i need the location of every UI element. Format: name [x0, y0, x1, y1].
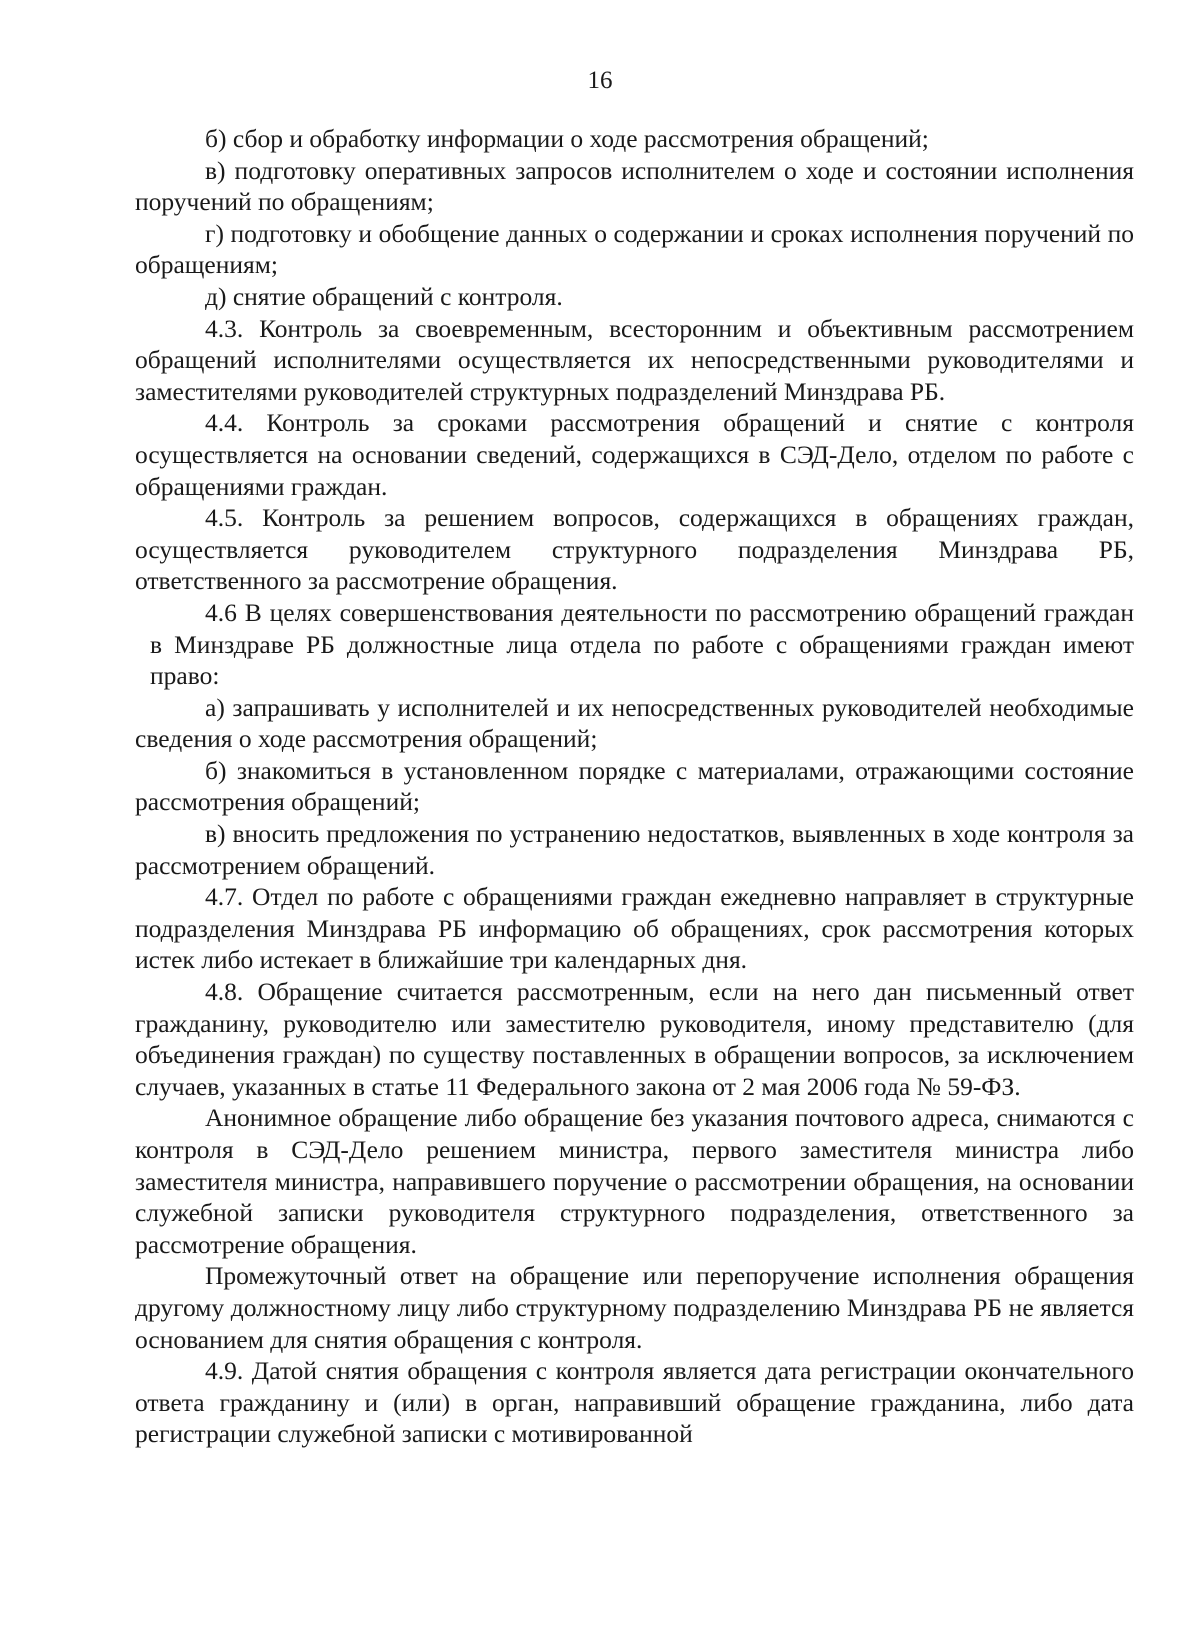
paragraph-right-b: б) знакомиться в установленном порядке с материалами, отражающими состояние рассмотрения обращений; — [135, 755, 1134, 817]
paragraph-4-8: 4.8. Обращение считается рассмотренным, если на него дан письменный ответ гражданину, руководителю или заместителю руководителя, иному представителю (для объединения граждан) по существу поставленных в обращении вопросов, за исключением случаев, указанных в статье 11 Федерального закона от 2 мая 2006 года № 59-ФЗ. — [135, 977, 1134, 1101]
paragraph-item-g: г) подготовку и обобщение данных о содержании и сроках исполнения поручений по обращениям; — [135, 218, 1134, 280]
paragraph-4-9: 4.9. Датой снятия обращения с контроля является дата регистрации окончательного ответа гражданину и (или) в орган, направивший обращение гражданина, либо дата регистрации служебной записки с мотивированной — [135, 1356, 1134, 1449]
document-body — [135, 123, 1134, 1450]
paragraph-4-6: 4.6 В целях совершенствования деятельности по рассмотрению обращений граждан в Минздраве РБ должностные лица отдела по работе с обращениями граждан имеют право: — [150, 597, 1134, 691]
paragraph-anonymous-appeal: Анонимное обращение либо обращение без указания почтового адреса, снимаются с контроля в СЭД-Дело решением министра, первого заместителя министра либо заместителя министра, направившего поручение о рассмотрении обращения, на основании служебной записки руководителя структурного подразделения, ответственного за рассмотрение обращения. — [135, 1103, 1134, 1259]
paragraph-right-v: в) вносить предложения по устранению недостатков, выявленных в ходе контроля за рассмотрением обращений. — [135, 819, 1134, 880]
paragraph-4-5: 4.5. Контроль за решением вопросов, содержащихся в обращениях граждан, осуществляется руководителем структурного подразделения Минздрава РБ, ответственного за рассмотрение обращения. — [135, 503, 1134, 596]
paragraph-4-7: 4.7. Отдел по работе с обращениями граждан ежедневно направляет в структурные подразделения Минздрава РБ информацию об обращениях, срок рассмотрения которых истек либо истекает в ближайшие три календарных дня. — [135, 882, 1134, 975]
paragraph-interim-answer: Промежуточный ответ на обращение или перепоручение исполнения обращения другому должностному лицу либо структурному подразделению Минздрава РБ не является основанием для снятия обращения с контроля. — [135, 1261, 1134, 1354]
paragraph-4-4: 4.4. Контроль за сроками рассмотрения обращений и снятие с контроля осуществляется на основании сведений, содержащихся в СЭД-Дело, отделом по работе с обращениями граждан. — [135, 408, 1134, 501]
paragraph-4-3: 4.3. Контроль за своевременным, всесторонним и объективным рассмотрением обращений исполнителями осуществляется их непосредственными руководителями и заместителями руководителей структурных подразделений Минздрава РБ. — [135, 313, 1134, 406]
paragraph-item-v: в) подготовку оперативных запросов исполнителем о ходе и состоянии исполнения поручений по обращениям; — [135, 155, 1134, 217]
paragraph-item-d: д) снятие обращений с контроля. — [205, 281, 563, 311]
paragraph-item-b: б) сбор и обработку информации о ходе рассмотрения обращений; — [205, 124, 929, 153]
page-number: 16 — [587, 67, 613, 94]
paragraph-right-a: а) запрашивать у исполнителей и их непосредственных руководителей необходимые сведения о ходе рассмотрения обращений; — [135, 692, 1134, 754]
